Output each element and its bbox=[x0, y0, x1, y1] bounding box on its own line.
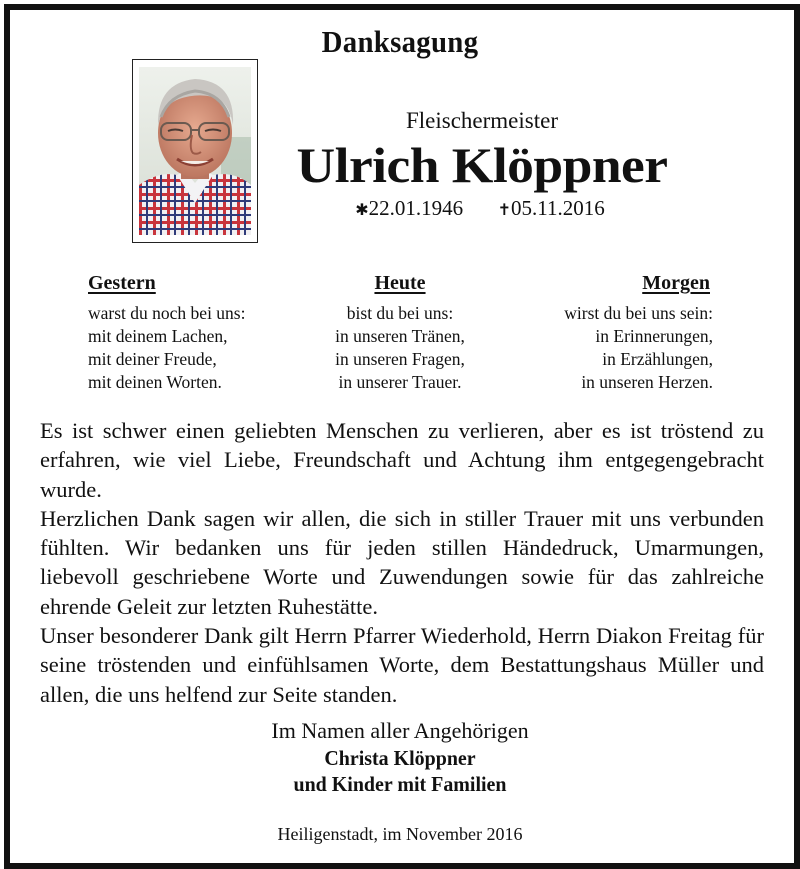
poem-column-gestern bbox=[88, 302, 245, 394]
signature-name: Christa Klöppner bbox=[324, 746, 476, 770]
poem-heading-morgen: Morgen bbox=[642, 272, 710, 294]
portrait-frame bbox=[132, 59, 258, 243]
poem-line: in Erinnerungen, bbox=[595, 326, 713, 346]
profession: Fleischermeister bbox=[405, 108, 558, 133]
deceased-name: Ulrich Klöppner bbox=[296, 137, 668, 193]
life-dates bbox=[300, 196, 660, 221]
poem-line: mit deinem Lachen, bbox=[88, 326, 228, 346]
poem-line: warst du noch bei uns: bbox=[88, 303, 246, 323]
birth-star-icon: ✱ bbox=[355, 202, 369, 219]
poem-line: bist du bei uns: bbox=[346, 303, 454, 323]
death-date: 05.11.2016 bbox=[511, 196, 605, 220]
thanks-paragraph: Herzlichen Dank sagen wir allen, die sich in stiller Trauer mit uns verbunden fühlten. Wir bedanken uns für jeden stillen Händedruck, Umarmungen, liebevoll geschriebene Worte und Zuwendungen sowie für das zahlreiche ehrende Geleit zur letzten Ruhestätte. bbox=[40, 505, 764, 619]
signature-intro: Im Namen aller Angehörigen bbox=[271, 718, 529, 743]
poem-heading-heute: Heute bbox=[374, 272, 426, 294]
place-date: Heiligenstadt, im November 2016 bbox=[277, 824, 523, 844]
poem-line: mit deinen Worten. bbox=[88, 372, 222, 392]
thanks-paragraph: Es ist schwer einen geliebten Menschen zu verlieren, aber es ist tröstend zu erfahren, wie viel Liebe, Freundschaft und Achtung ihm entgegengebracht wurde. bbox=[40, 418, 764, 502]
poem-line: in Erzählungen, bbox=[602, 349, 713, 369]
poem-line: in unseren Tränen, bbox=[335, 326, 465, 346]
signature-family: und Kinder mit Familien bbox=[293, 772, 507, 796]
poem-line: wirst du bei uns sein: bbox=[564, 303, 713, 323]
poem-line: in unseren Fragen, bbox=[335, 349, 465, 369]
poem-column-morgen bbox=[510, 302, 713, 394]
thanks-text bbox=[40, 416, 764, 709]
portrait-photo bbox=[139, 67, 251, 235]
thanks-paragraph: Unser besonderer Dank gilt Herrn Pfarrer Wiederhold, Herrn Diakon Freitag für seine tröstenden und einfühlsamen Worte, dem Bestattungshaus Müller und allen, die uns helfend zur Seite standen. bbox=[40, 623, 764, 707]
poem-line: mit deiner Freude, bbox=[88, 349, 217, 369]
poem-column-heute bbox=[300, 302, 500, 394]
poem-line: in unseren Herzen. bbox=[581, 372, 713, 392]
poem-heading-gestern: Gestern bbox=[88, 272, 156, 294]
poem-line: in unserer Trauer. bbox=[338, 372, 462, 392]
page-title: Danksagung bbox=[321, 24, 479, 59]
birth-date: 22.01.1946 bbox=[368, 196, 464, 220]
death-cross-icon: ✝ bbox=[497, 202, 512, 219]
